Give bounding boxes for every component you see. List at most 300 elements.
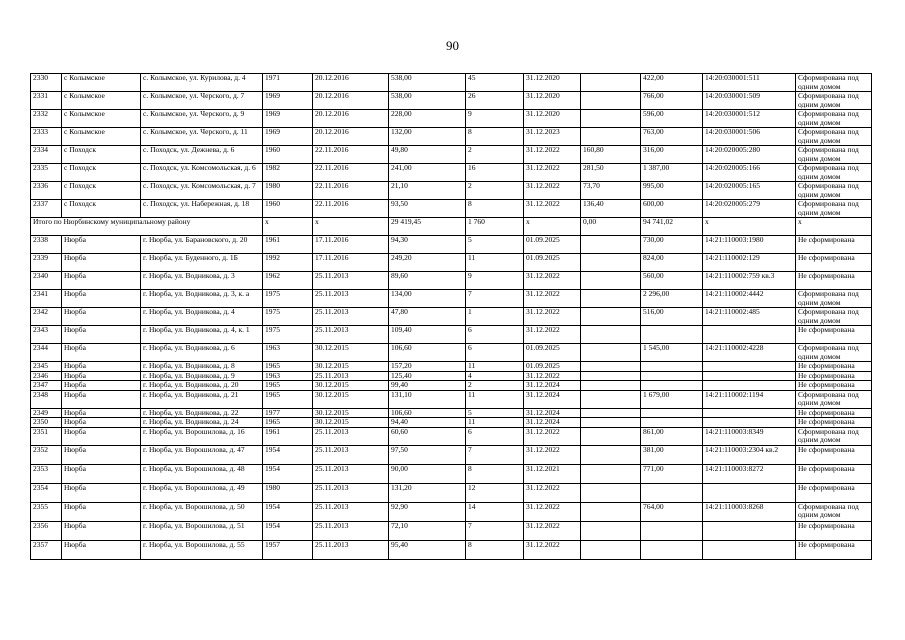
cell-locality: с Колымское [62,128,141,146]
cell-land-status: Не сформирована [796,272,872,290]
cell-extra-area: 73,70 [581,182,641,200]
cell-extra-area: 136,40 [581,200,641,218]
cell-land-area: 861,00 [641,427,703,445]
cell-deadline: 31.12.2022 [524,540,581,559]
cell-residents: 5 [466,236,524,254]
cell-area: 157,20 [389,362,466,372]
cell-land-area [641,326,703,344]
cell-date: 25.11.2013 [313,427,389,445]
table-row [31,182,872,200]
cell-row-number: 2352 [31,445,62,464]
cell-cadastral-number: 14:20:030001:506 [703,128,796,146]
cell-extra-area [581,308,641,326]
cell-locality: Нюрба [62,236,141,254]
cell-residents: 1 [466,308,524,326]
cell-row-number: 2338 [31,236,62,254]
cell-year-built: 1954 [263,445,313,464]
cell-locality: Нюрба [62,540,141,559]
cell-extra-area [581,344,641,362]
cell-row-number: 2347 [31,381,62,391]
cell-locality: Нюрба [62,254,141,272]
cell-year-built: 1965 [263,418,313,428]
table-row [31,483,872,502]
cell-deadline: х [524,218,581,236]
table-row [31,362,872,372]
cell-cadastral-number: 14:21:110003:1980 [703,236,796,254]
cell-locality: Нюрба [62,272,141,290]
cell-extra-area [581,74,641,92]
cell-year-built: 1965 [263,390,313,408]
cell-address: с. Походск, ул. Комсомольская, д. 7 [141,182,263,200]
cell-area: 94,40 [389,418,466,428]
cell-date: 17.11.2016 [313,236,389,254]
cell-year-built: 1971 [263,74,313,92]
cell-extra-area [581,236,641,254]
cell-deadline: 31.12.2024 [524,408,581,418]
cell-row-number: 2357 [31,540,62,559]
cell-land-status: Не сформирована [796,326,872,344]
cell-land-status: Сформирована под одним домом [796,128,872,146]
cell-row-number: 2350 [31,418,62,428]
cell-land-area: 516,00 [641,308,703,326]
cell-locality: с Походск [62,164,141,182]
cell-deadline: 01.09.2025 [524,362,581,372]
cell-deadline: 31.12.2023 [524,128,581,146]
cell-date: х [313,218,389,236]
cell-locality: Нюрба [62,418,141,428]
cell-land-area: 381,00 [641,445,703,464]
cell-extra-area [581,362,641,372]
table-row [31,540,872,559]
cell-locality: Нюрба [62,290,141,308]
cell-residents: 11 [466,254,524,272]
table-row [31,236,872,254]
cell-year-built: 1962 [263,272,313,290]
cell-land-area: 763,00 [641,128,703,146]
cell-address: с. Колымское, ул. Курилова, д. 4 [141,74,263,92]
cell-row-number: 2333 [31,128,62,146]
cell-row-number: 2355 [31,502,62,521]
cell-area: 89,60 [389,272,466,290]
table-row [31,326,872,344]
cell-area: 106,60 [389,408,466,418]
cell-date: 25.11.2013 [313,272,389,290]
cell-date: 25.11.2013 [313,483,389,502]
cell-locality: Нюрба [62,408,141,418]
cell-deadline: 01.09.2025 [524,236,581,254]
table-row [31,427,872,445]
cell-land-status: Не сформирована [796,408,872,418]
cell-area: 241,00 [389,164,466,182]
cell-extra-area [581,381,641,391]
cell-address: с. Колымское, ул. Черского, д. 11 [141,128,263,146]
cell-date: 30.12.2015 [313,408,389,418]
cell-cadastral-number: 14:21:110003:2304 кв.2 [703,445,796,464]
cell-cadastral-number: 14:20:020005:165 [703,182,796,200]
cell-year-built: 1960 [263,200,313,218]
cell-extra-area [581,326,641,344]
table-row [31,200,872,218]
cell-address: с. Колымское, ул. Черского, д. 7 [141,92,263,110]
cell-cadastral-number: 14:20:020005:166 [703,164,796,182]
cell-land-area: 422,00 [641,74,703,92]
cell-extra-area: 0,00 [581,218,641,236]
cell-year-built: 1980 [263,182,313,200]
cell-cadastral-number: 14:21:110002:759 кв.3 [703,272,796,290]
cell-deadline: 31.12.2020 [524,74,581,92]
cell-area: 72,10 [389,521,466,540]
cell-cadastral-number [703,408,796,418]
cell-locality: с Колымское [62,110,141,128]
cell-address: г. Нюрба, ул. Водникова, д. 20 [141,381,263,391]
cell-address: г. Нюрба, ул. Ворошилова, д. 47 [141,445,263,464]
cell-year-built: 1975 [263,308,313,326]
cell-land-area: 824,00 [641,254,703,272]
cell-land-status: Сформирована под одним домом [796,344,872,362]
cell-date: 30.12.2015 [313,362,389,372]
table-row [31,418,872,428]
cell-cadastral-number: 14:20:030001:509 [703,92,796,110]
cell-area: 97,50 [389,445,466,464]
cell-date: 20.12.2016 [313,110,389,128]
cell-year-built: 1965 [263,381,313,391]
cell-deadline: 31.12.2022 [524,326,581,344]
cell-area: 29 419,45 [389,218,466,236]
cell-land-status: Не сформирована [796,418,872,428]
table-row [31,381,872,391]
cell-date: 30.12.2015 [313,344,389,362]
cell-locality: Нюрба [62,326,141,344]
table-row [31,371,872,381]
cell-area: 228,00 [389,110,466,128]
cell-year-built: х [263,218,313,236]
cell-locality: Нюрба [62,502,141,521]
cell-cadastral-number [703,418,796,428]
table-row [31,445,872,464]
cell-residents: 9 [466,110,524,128]
cell-locality: с Колымское [62,74,141,92]
cell-land-area: 1 679,00 [641,390,703,408]
cell-area: 60,60 [389,427,466,445]
cell-date: 25.11.2013 [313,502,389,521]
cell-address: г. Нюрба, ул. Водникова, д. 8 [141,362,263,372]
cell-cadastral-number [703,540,796,559]
cell-address: с. Походск, ул. Дежнева, д. 6 [141,146,263,164]
total-label: Итого по Нюрбинскому муниципальному району [31,218,263,236]
cell-deadline: 31.12.2022 [524,521,581,540]
table-row [31,164,872,182]
cell-residents: 12 [466,483,524,502]
cell-residents: 8 [466,464,524,483]
cell-residents: 2 [466,182,524,200]
cell-extra-area: 160,80 [581,146,641,164]
cell-cadastral-number: 14:20:020005:280 [703,146,796,164]
cell-extra-area [581,92,641,110]
cell-extra-area [581,272,641,290]
cell-deadline: 31.12.2022 [524,164,581,182]
cell-land-status: Не сформирована [796,236,872,254]
cell-deadline: 31.12.2022 [524,445,581,464]
cell-row-number: 2346 [31,371,62,381]
cell-residents: 6 [466,344,524,362]
table-row [31,464,872,483]
cell-year-built: 1975 [263,290,313,308]
cell-residents: 2 [466,146,524,164]
cell-locality: Нюрба [62,521,141,540]
cell-address: с. Колымское, ул. Черского, д. 9 [141,110,263,128]
cell-land-status: Не сформирована [796,371,872,381]
cell-land-status: Не сформирована [796,464,872,483]
cell-deadline: 31.12.2022 [524,427,581,445]
cell-land-area: 560,00 [641,272,703,290]
cell-extra-area [581,408,641,418]
cell-year-built: 1977 [263,408,313,418]
cell-extra-area [581,390,641,408]
cell-cadastral-number: 14:21:110002:4442 [703,290,796,308]
table-row [31,502,872,521]
cell-locality: Нюрба [62,427,141,445]
cell-date: 25.11.2013 [313,290,389,308]
cell-extra-area [581,445,641,464]
cell-date: 20.12.2016 [313,92,389,110]
page-number: 90 [446,38,459,53]
cell-row-number: 2344 [31,344,62,362]
cell-locality: с Походск [62,182,141,200]
cell-deadline: 31.12.2020 [524,110,581,128]
cell-deadline: 31.12.2024 [524,390,581,408]
cell-area: 90,00 [389,464,466,483]
table-row [31,146,872,164]
cell-area: 132,00 [389,128,466,146]
cell-cadastral-number: 14:21:110003:8272 [703,464,796,483]
cell-land-area: 94 741,02 [641,218,703,236]
cell-extra-area [581,464,641,483]
cell-area: 95,40 [389,540,466,559]
cell-land-area: 764,00 [641,502,703,521]
cell-locality: Нюрба [62,308,141,326]
cell-address: г. Нюрба, ул. Водникова, д. 3 [141,272,263,290]
cell-deadline: 31.12.2022 [524,371,581,381]
cell-residents: 2 [466,381,524,391]
cell-locality: Нюрба [62,483,141,502]
cell-cadastral-number [703,381,796,391]
cell-cadastral-number: 14:21:110002:4228 [703,344,796,362]
cell-year-built: 1965 [263,362,313,372]
cell-date: 30.12.2015 [313,418,389,428]
cell-locality: Нюрба [62,464,141,483]
cell-extra-area [581,521,641,540]
cell-land-status: Не сформирована [796,483,872,502]
cell-deadline: 31.12.2022 [524,290,581,308]
table-row [31,390,872,408]
cell-land-area: 600,00 [641,200,703,218]
cell-deadline: 31.12.2021 [524,464,581,483]
cell-locality: с Походск [62,200,141,218]
cell-address: г. Нюрба, ул. Водникова, д. 9 [141,371,263,381]
cell-cadastral-number: 14:21:110002:129 [703,254,796,272]
cell-cadastral-number: 14:21:110002:485 [703,308,796,326]
cell-deadline: 31.12.2022 [524,308,581,326]
cell-row-number: 2345 [31,362,62,372]
cell-address: г. Нюрба, ул. Ворошилова, д. 48 [141,464,263,483]
cell-extra-area [581,502,641,521]
cell-year-built: 1969 [263,110,313,128]
cell-row-number: 2341 [31,290,62,308]
cell-land-status: Сформирована под одним домом [796,92,872,110]
cell-residents: 14 [466,502,524,521]
cell-land-area [641,418,703,428]
cell-cadastral-number: 14:20:030001:512 [703,110,796,128]
cell-row-number: 2348 [31,390,62,408]
cell-deadline: 31.12.2022 [524,200,581,218]
cell-row-number: 2351 [31,427,62,445]
cell-land-area [641,362,703,372]
cell-year-built: 1963 [263,344,313,362]
cell-residents: 4 [466,371,524,381]
cell-extra-area [581,427,641,445]
cell-row-number: 2353 [31,464,62,483]
cell-date: 25.11.2013 [313,445,389,464]
cell-land-status: Не сформирована [796,254,872,272]
cell-address: г. Нюрба, ул. Ворошилова, д. 16 [141,427,263,445]
cell-land-area: 766,00 [641,92,703,110]
cell-locality: с Походск [62,146,141,164]
cell-address: г. Нюрба, ул. Буденного, д. 1Б [141,254,263,272]
cell-deadline: 31.12.2022 [524,502,581,521]
cell-deadline: 31.12.2024 [524,418,581,428]
cell-cadastral-number: 14:21:110003:8349 [703,427,796,445]
cell-row-number: 2342 [31,308,62,326]
cell-year-built: 1992 [263,254,313,272]
cell-deadline: 31.12.2022 [524,483,581,502]
cell-address: г. Нюрба, ул. Водникова, д. 22 [141,408,263,418]
cell-area: 94,30 [389,236,466,254]
cell-residents: 1 760 [466,218,524,236]
cell-row-number: 2330 [31,74,62,92]
cell-locality: Нюрба [62,445,141,464]
cell-address: г. Нюрба, ул. Водникова, д. 6 [141,344,263,362]
cell-deadline: 01.09.2025 [524,254,581,272]
cell-residents: 5 [466,408,524,418]
cell-deadline: 31.12.2022 [524,272,581,290]
cell-cadastral-number [703,483,796,502]
cell-address: г. Нюрба, ул. Водникова, д. 4, к. 1 [141,326,263,344]
cell-land-status: Сформирована под одним домом [796,182,872,200]
table-row [31,408,872,418]
cell-extra-area [581,418,641,428]
table-body [31,74,872,560]
cell-residents: 6 [466,326,524,344]
cell-land-area [641,371,703,381]
cell-area: 99,40 [389,381,466,391]
cell-extra-area [581,110,641,128]
cell-land-status: Сформирована под одним домом [796,502,872,521]
cell-area: 92,90 [389,502,466,521]
cell-land-area [641,408,703,418]
cell-year-built: 1961 [263,427,313,445]
cell-land-status: х [796,218,872,236]
cell-date: 20.12.2016 [313,128,389,146]
cell-land-area [641,521,703,540]
cell-area: 49,80 [389,146,466,164]
cell-land-status: Сформирована под одним домом [796,146,872,164]
cell-row-number: 2339 [31,254,62,272]
cell-residents: 6 [466,427,524,445]
cell-area: 249,20 [389,254,466,272]
cell-address: с. Походск, ул. Набережная, д. 18 [141,200,263,218]
cell-residents: 7 [466,521,524,540]
cell-residents: 7 [466,290,524,308]
cell-date: 25.11.2013 [313,371,389,381]
table-row [31,521,872,540]
cell-residents: 8 [466,128,524,146]
cell-land-status: Сформирована под одним домом [796,164,872,182]
cell-date: 30.12.2015 [313,390,389,408]
cell-address: г. Нюрба, ул. Барановского, д. 20 [141,236,263,254]
cell-land-area: 730,00 [641,236,703,254]
table-row [31,110,872,128]
table-row [31,272,872,290]
cell-cadastral-number [703,371,796,381]
cell-year-built: 1960 [263,146,313,164]
cell-residents: 16 [466,164,524,182]
table-row [31,254,872,272]
cell-date: 25.11.2013 [313,308,389,326]
cell-residents: 11 [466,418,524,428]
cell-year-built: 1954 [263,502,313,521]
cell-row-number: 2349 [31,408,62,418]
cell-deadline: 31.12.2020 [524,92,581,110]
table-row [31,128,872,146]
cell-date: 25.11.2013 [313,326,389,344]
cell-residents: 11 [466,362,524,372]
cell-date: 22.11.2016 [313,200,389,218]
cell-extra-area [581,540,641,559]
cell-row-number: 2332 [31,110,62,128]
cell-row-number: 2335 [31,164,62,182]
cell-address: г. Нюрба, ул. Ворошилова, д. 51 [141,521,263,540]
cell-year-built: 1954 [263,464,313,483]
cell-area: 538,00 [389,74,466,92]
cell-year-built: 1982 [263,164,313,182]
cell-locality: Нюрба [62,344,141,362]
total-row [31,218,872,236]
cell-residents: 9 [466,272,524,290]
cell-land-area [641,540,703,559]
cell-locality: Нюрба [62,390,141,408]
cell-locality: Нюрба [62,381,141,391]
cell-row-number: 2336 [31,182,62,200]
cell-residents: 8 [466,200,524,218]
cell-area: 125,40 [389,371,466,381]
cell-year-built: 1975 [263,326,313,344]
cell-date: 22.11.2016 [313,164,389,182]
housing-register-table [30,73,872,560]
cell-date: 25.11.2013 [313,540,389,559]
cell-area: 131,20 [389,483,466,502]
cell-land-status: Сформирована под одним домом [796,110,872,128]
cell-date: 17.11.2016 [313,254,389,272]
cell-extra-area [581,483,641,502]
cell-cadastral-number: 14:21:110003:8268 [703,502,796,521]
cell-cadastral-number: 14:20:020005:279 [703,200,796,218]
cell-residents: 7 [466,445,524,464]
cell-year-built: 1957 [263,540,313,559]
cell-area: 93,50 [389,200,466,218]
cell-land-status: Не сформирована [796,521,872,540]
cell-locality: Нюрба [62,371,141,381]
cell-land-area [641,381,703,391]
